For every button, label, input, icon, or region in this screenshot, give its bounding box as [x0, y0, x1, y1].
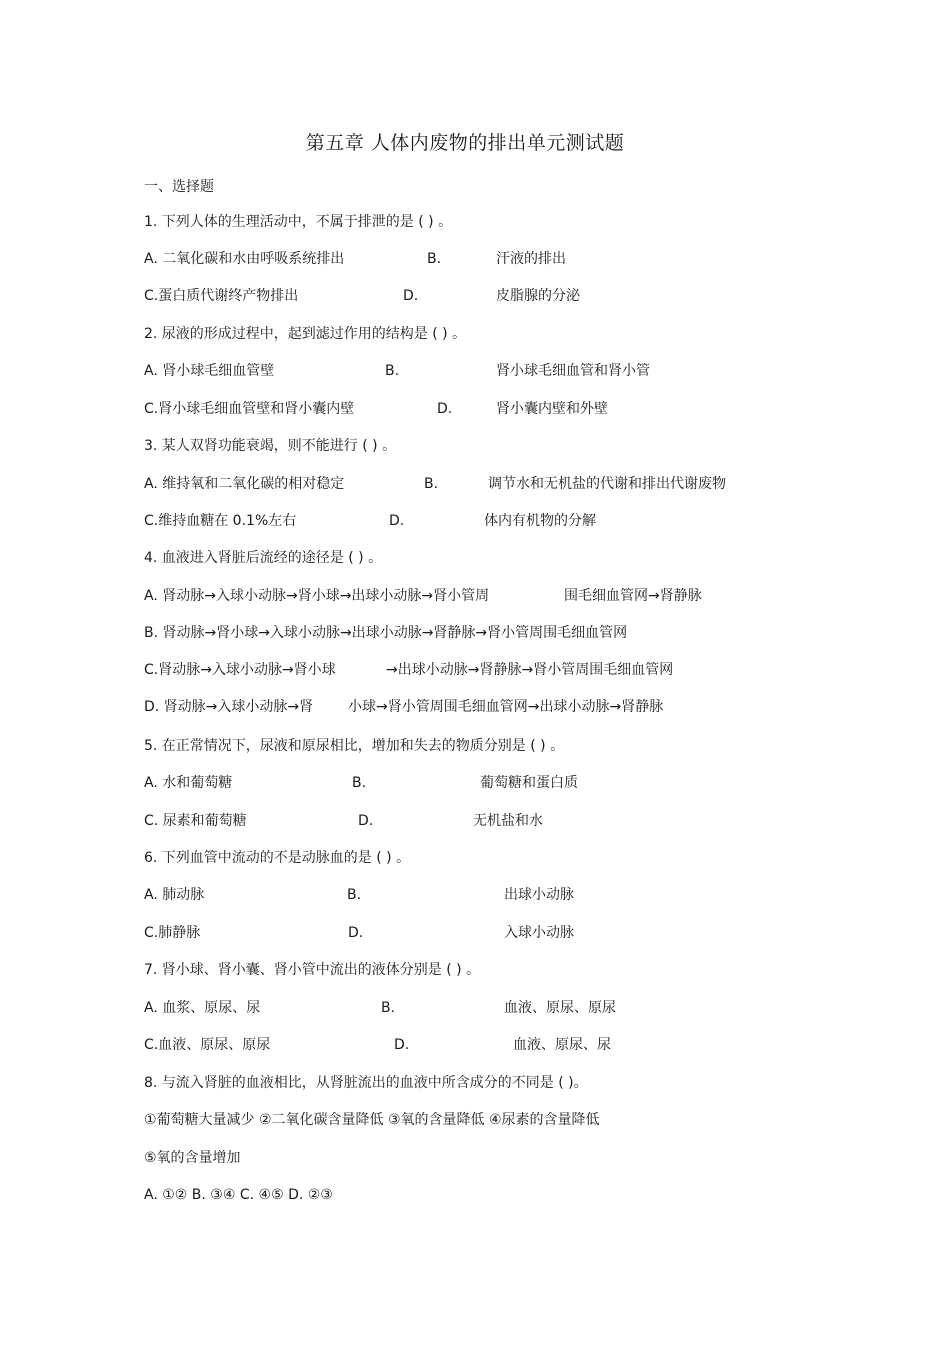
question-3-option-b-letter: B.: [424, 476, 439, 492]
question-6-option-d: 入球小动脉: [504, 925, 574, 941]
question-5-option-a: A. 水和葡萄糖: [144, 775, 233, 791]
question-2-option-d: 肾小囊内壁和外壁: [496, 401, 608, 417]
question-3-option-d-letter: D.: [389, 513, 405, 529]
question-6-option-c: C.肺静脉: [144, 925, 201, 941]
question-4-option-c-continued: →出球小动脉→肾静脉→肾小管周围毛细血管网: [386, 662, 674, 678]
question-7-option-d: 血液、原尿、尿: [513, 1037, 611, 1053]
question-1-option-d: 皮脂腺的分泌: [496, 288, 580, 304]
question-5-option-d-letter: D.: [358, 813, 374, 829]
question-4-option-d-continued: 小球→肾小管周围毛细血管网→出球小动脉→肾静脉: [348, 699, 664, 715]
question-7-option-d-letter: D.: [394, 1037, 410, 1053]
question-7-option-c: C.血液、原尿、原尿: [144, 1037, 271, 1053]
question-6-stem: 6. 下列血管中流动的不是动脉血的是 ( ) 。: [144, 850, 411, 866]
question-2-option-c: C.肾小球毛细血管壁和肾小囊内壁: [144, 401, 355, 417]
question-4-option-d: D. 肾动脉→入球小动脉→肾: [144, 699, 314, 715]
question-7-option-b: 血液、原尿、原尿: [504, 1000, 616, 1016]
question-1-stem: 1. 下列人体的生理活动中，不属于排泄的是 ( ) 。: [144, 214, 453, 230]
question-6-option-b: 出球小动脉: [504, 887, 574, 903]
question-3-stem: 3. 某人双肾功能衰竭，则不能进行 ( ) 。: [144, 438, 397, 454]
question-8-stem: 8. 与流入肾脏的血液相比，从肾脏流出的血液中所含成分的不同是 ( )。: [144, 1075, 588, 1091]
question-6-option-d-letter: D.: [348, 925, 364, 941]
question-4-option-c: C.肾动脉→入球小动脉→肾小球: [144, 662, 336, 678]
question-5-option-b: 葡萄糖和蛋白质: [480, 775, 578, 791]
question-4-option-a: A. 肾动脉→入球小动脉→肾小球→出球小动脉→肾小管周: [144, 588, 490, 604]
question-5-option-b-letter: B.: [352, 775, 367, 791]
question-2-option-a: A. 肾小球毛细血管壁: [144, 363, 275, 379]
question-1-option-b-letter: B.: [427, 251, 442, 267]
question-6-option-a: A. 肺动脉: [144, 887, 205, 903]
question-4-option-a-continued: 围毛细血管网→肾静脉: [564, 588, 702, 604]
question-2-option-b: 肾小球毛细血管和肾小管: [496, 363, 650, 379]
question-3-option-b: 调节水和无机盐的代谢和排出代谢废物: [488, 476, 726, 492]
page-title: 第五章 人体内废物的排出单元测试题: [305, 132, 625, 154]
question-2-stem: 2. 尿液的形成过程中，起到滤过作用的结构是 ( ) 。: [144, 326, 467, 342]
question-8-items: ①葡萄糖大量减少 ②二氧化碳含量降低 ③氧的含量降低 ④尿素的含量降低: [144, 1112, 600, 1128]
question-4-option-b: B. 肾动脉→肾小球→入球小动脉→出球小动脉→肾静脉→肾小管周围毛细血管网: [144, 625, 628, 641]
question-1-option-c: C.蛋白质代谢终产物排出: [144, 288, 299, 304]
question-2-option-b-letter: B.: [385, 363, 400, 379]
question-5-option-d: 无机盐和水: [473, 813, 543, 829]
question-5-option-c: C. 尿素和葡萄糖: [144, 813, 247, 829]
question-8-options: A. ①② B. ③④ C. ④⑤ D. ②③: [144, 1187, 333, 1203]
question-6-option-b-letter: B.: [347, 887, 362, 903]
question-5-stem: 5. 在正常情况下，尿液和原尿相比，增加和失去的物质分别是 ( ) 。: [144, 738, 565, 754]
question-2-option-d-letter: D.: [437, 401, 453, 417]
question-3-option-c: C.维持血糖在 0.1%左右: [144, 513, 297, 529]
question-1-option-b: 汗液的排出: [496, 251, 566, 267]
question-1-option-d-letter: D.: [403, 288, 419, 304]
question-7-option-a: A. 血浆、原尿、尿: [144, 1000, 261, 1016]
question-7-option-b-letter: B.: [381, 1000, 396, 1016]
question-7-stem: 7. 肾小球、肾小囊、肾小管中流出的液体分别是 ( ) 。: [144, 962, 481, 978]
question-3-option-a: A. 维持氧和二氧化碳的相对稳定: [144, 476, 345, 492]
question-1-option-a: A. 二氧化碳和水由呼吸系统排出: [144, 251, 345, 267]
question-8-item-5: ⑤氧的含量增加: [144, 1150, 241, 1166]
question-4-stem: 4. 血液进入肾脏后流经的途径是 ( ) 。: [144, 550, 383, 566]
question-3-option-d: 体内有机物的分解: [484, 513, 596, 529]
section-heading: 一、选择题: [144, 179, 214, 195]
